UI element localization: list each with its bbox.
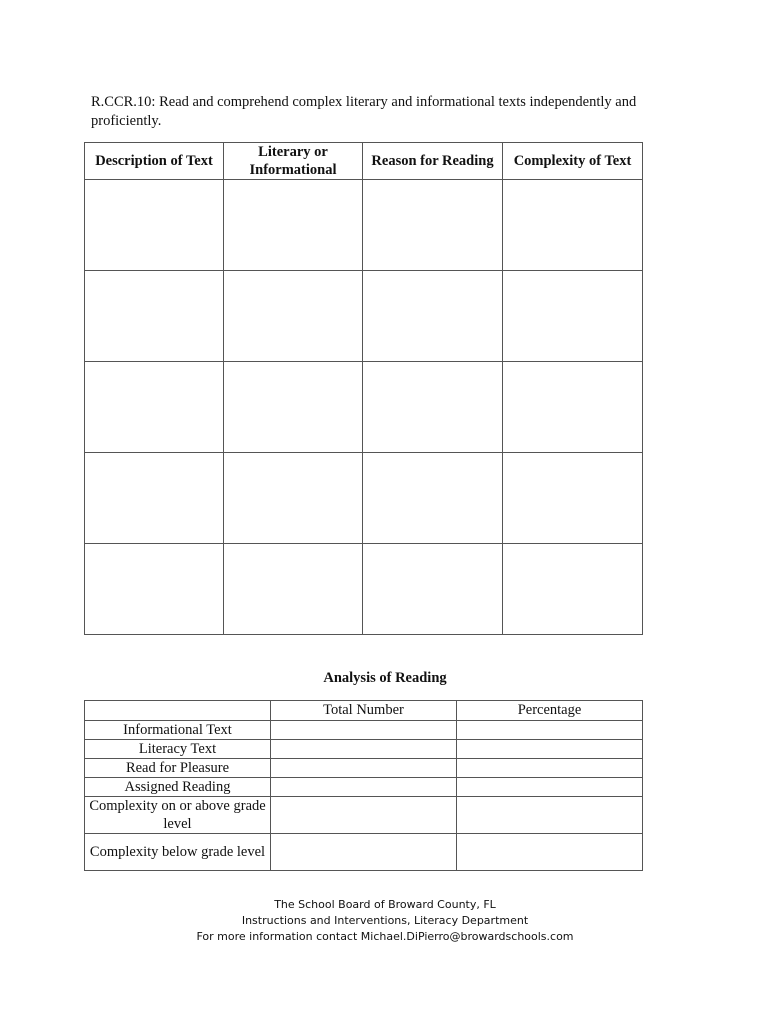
reason-cell[interactable] xyxy=(363,453,503,544)
percentage-cell[interactable] xyxy=(457,759,643,778)
standard-statement: R.CCR.10: Read and comprehend complex literary and informational texts independently and proficiently. xyxy=(91,94,637,129)
percentage-cell[interactable] xyxy=(457,797,643,834)
table-row xyxy=(85,271,643,362)
analysis-table xyxy=(84,700,643,871)
total-number-cell[interactable] xyxy=(271,834,457,871)
literary-or-informational-cell[interactable] xyxy=(224,362,363,453)
total-number-cell[interactable] xyxy=(271,778,457,797)
table-row xyxy=(85,740,643,759)
reading-log-table xyxy=(84,142,643,635)
complexity-cell[interactable] xyxy=(503,271,643,362)
analysis-title: Analysis of Reading xyxy=(323,670,447,686)
footer xyxy=(0,897,770,945)
analysis-row-label: Complexity on or above grade level xyxy=(85,797,271,834)
footer-contact: For more information contact Michael.DiPierro@browardschools.com xyxy=(196,930,574,943)
description-cell[interactable] xyxy=(85,544,224,635)
analysis-header-total-number: Total Number xyxy=(271,701,457,721)
reason-cell[interactable] xyxy=(363,180,503,271)
reason-cell[interactable] xyxy=(363,362,503,453)
reading-log-header-row xyxy=(85,143,643,180)
complexity-cell[interactable] xyxy=(503,180,643,271)
literary-or-informational-cell[interactable] xyxy=(224,544,363,635)
table-row xyxy=(85,778,643,797)
table-row xyxy=(85,721,643,740)
table-row xyxy=(85,759,643,778)
percentage-cell[interactable] xyxy=(457,778,643,797)
table-row xyxy=(85,797,643,834)
percentage-cell[interactable] xyxy=(457,740,643,759)
total-number-cell[interactable] xyxy=(271,740,457,759)
description-cell[interactable] xyxy=(85,271,224,362)
header-complexity-of-text: Complexity of Text xyxy=(503,143,643,180)
total-number-cell[interactable] xyxy=(271,797,457,834)
header-literary-or-informational: Literary or Informational xyxy=(224,143,363,180)
complexity-cell[interactable] xyxy=(503,544,643,635)
reason-cell[interactable] xyxy=(363,271,503,362)
analysis-header-row xyxy=(85,701,643,721)
table-row xyxy=(85,834,643,871)
table-row xyxy=(85,180,643,271)
footer-organization: The School Board of Broward County, FL xyxy=(274,898,496,911)
header-reason-for-reading: Reason for Reading xyxy=(363,143,503,180)
total-number-cell[interactable] xyxy=(271,721,457,740)
table-row xyxy=(85,453,643,544)
literary-or-informational-cell[interactable] xyxy=(224,271,363,362)
total-number-cell[interactable] xyxy=(271,759,457,778)
table-row xyxy=(85,544,643,635)
analysis-row-label: Literacy Text xyxy=(85,740,271,759)
table-row xyxy=(85,362,643,453)
analysis-row-label: Read for Pleasure xyxy=(85,759,271,778)
reason-cell[interactable] xyxy=(363,544,503,635)
header-description-of-text: Description of Text xyxy=(85,143,224,180)
percentage-cell[interactable] xyxy=(457,721,643,740)
percentage-cell[interactable] xyxy=(457,834,643,871)
analysis-header-percentage: Percentage xyxy=(457,701,643,721)
literary-or-informational-cell[interactable] xyxy=(224,180,363,271)
description-cell[interactable] xyxy=(85,180,224,271)
analysis-row-label: Informational Text xyxy=(85,721,271,740)
footer-department: Instructions and Interventions, Literacy Department xyxy=(241,914,529,927)
analysis-row-label: Assigned Reading xyxy=(85,778,271,797)
analysis-row-label: Complexity below grade level xyxy=(85,834,271,871)
description-cell[interactable] xyxy=(85,453,224,544)
complexity-cell[interactable] xyxy=(503,453,643,544)
complexity-cell[interactable] xyxy=(503,362,643,453)
literary-or-informational-cell[interactable] xyxy=(224,453,363,544)
analysis-header-blank xyxy=(85,701,271,721)
description-cell[interactable] xyxy=(85,362,224,453)
